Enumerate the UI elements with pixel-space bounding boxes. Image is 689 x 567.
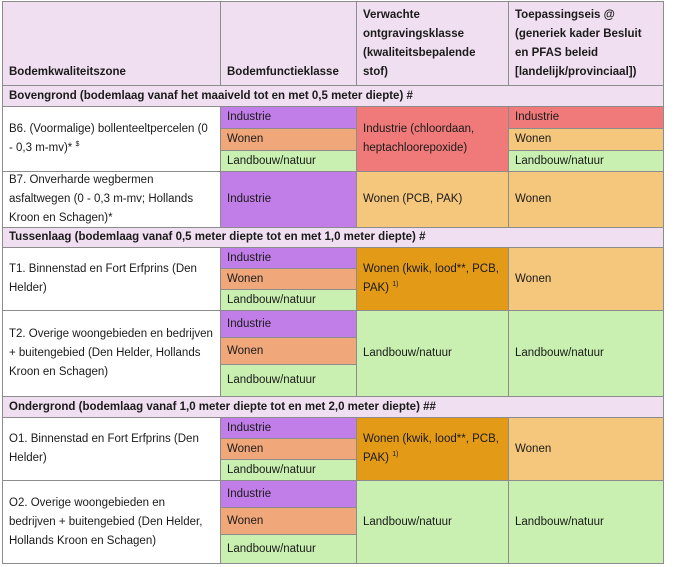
section-ondergrond-label: Ondergrond (bodemlaag vanaf 1,0 meter diepte tot en met 2,0 meter diepte) ## [9,400,436,413]
zone-t1-label: T1. Binnenstad en Fort Erfprins (Den Helder) [9,263,197,294]
section-ondergrond [2,396,664,418]
section-bovengrond-label: Bovengrond (bodemlaag vanaf het maaiveld tot en met 0,5 meter diepte) # [9,89,413,102]
header-function-class [220,1,357,86]
application-b7: Wonen [508,171,664,228]
zone-t2-label: T2. Overige woongebieden en bedrijven + buitengebied (Den Helder, Hollands Kroon en Schagen) [9,328,213,378]
zone-o1-label: O1. Binnenstad en Fort Erfprins (Den Helder) [9,433,199,464]
excavation-o1: Wonen (kwik, lood**, PCB, PAK) $^{1)}$ [356,417,509,481]
function-o1-landbouw: Landbouw/natuur [220,459,357,481]
excavation-t1: Wonen (kwik, lood**, PCB, PAK) $^{1)}$ [356,247,509,311]
function-t2-landbouw: Landbouw/natuur [220,364,357,397]
application-o2: Landbouw/natuur [508,480,664,564]
header-zone-label: Bodemkwaliteitszone [9,66,126,78]
zone-b6-label: B6. (Voormalige) bollenteeltpercelen (0 - 0,3 m-mv)* $ [9,123,208,154]
application-b6-industrie: Industrie [508,106,664,129]
header-excavation-class [356,1,509,86]
function-t1-wonen: Wonen [220,268,357,290]
zone-o1 [2,417,221,481]
function-b6-industrie: Industrie [220,106,357,129]
excavation-t2: Landbouw/natuur [356,310,509,397]
excavation-b7: Wonen (PCB, PAK) [356,171,509,228]
zone-b7 [2,171,221,228]
excavation-o2: Landbouw/natuur [356,480,509,564]
function-o2-landbouw: Landbouw/natuur [220,534,357,564]
header-function-class-label: Bodemfunctieklasse [227,66,339,78]
function-o2-industrie: Industrie [220,480,357,508]
section-tussenlaag [2,227,664,248]
section-bovengrond [2,85,664,107]
application-b6-landbouw: Landbouw/natuur [508,150,664,172]
function-o1-wonen: Wonen [220,438,357,460]
zone-o2 [2,480,221,564]
function-t1-landbouw: Landbouw/natuur [220,289,357,311]
excavation-b6: Industrie (chloordaan, heptachloorepoxide) [356,106,509,172]
function-t2-industrie: Industrie [220,310,357,338]
zone-b6 [2,106,221,172]
application-o1: Wonen [508,417,664,481]
application-b6-wonen: Wonen [508,128,664,151]
zone-b7-label: B7. Onverharde wegbermen asfaltwegen (0 - 0,3 m-mv; Hollands Kroon en Schagen)* [9,174,194,224]
zone-t1 [2,247,221,311]
function-o1-industrie: Industrie [220,417,357,439]
zone-t2 [2,310,221,397]
soil-quality-table [2,1,664,564]
header-zone [2,1,221,86]
function-b6-landbouw: Landbouw/natuur [220,150,357,172]
section-tussenlaag-label: Tussenlaag (bodemlaag vanaf 0,5 meter diepte tot en met 1,0 meter diepte) # [9,231,426,243]
function-t1-industrie: Industrie [220,247,357,269]
function-b7-industrie: Industrie [220,171,357,228]
header-excavation-class-label: Verwachte ontgravingsklasse (kwaliteitsbepalende stof) [363,9,476,78]
application-t1: Wonen [508,247,664,311]
header-application-requirement [508,1,664,86]
application-t2: Landbouw/natuur [508,310,664,397]
function-o2-wonen: Wonen [220,507,357,535]
zone-o2-label: O2. Overige woongebieden en bedrijven + buitengebied (Den Helder, Hollands Kroon en Schagen) [9,496,203,547]
function-b6-wonen: Wonen [220,128,357,151]
header-application-requirement-label: Toepassingseis @ (generiek kader Besluit en PFAS beleid [landelijk/provinciaal]) [515,9,642,78]
function-t2-wonen: Wonen [220,337,357,365]
